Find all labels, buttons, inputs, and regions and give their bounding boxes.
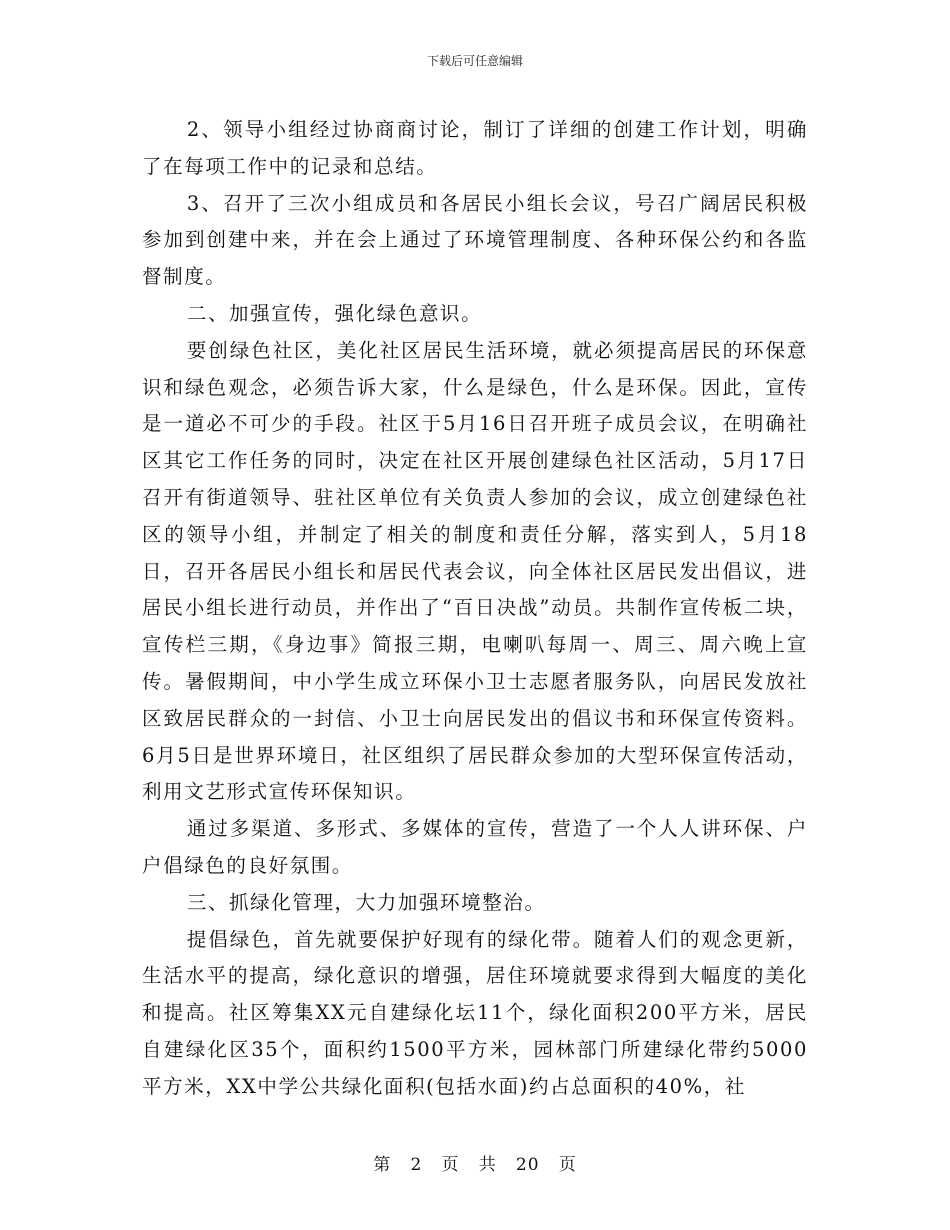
footer-label-page: 第 bbox=[373, 1155, 392, 1175]
section-heading-2: 二、加强宣传，强化绿色意识。 bbox=[186, 301, 483, 325]
footer-current-page: 2 bbox=[410, 1155, 423, 1175]
footer-label-unit-end: 页 bbox=[558, 1155, 577, 1175]
paragraph-3: 要创绿色社区，美化社区居民生活环境，就必须提高居民的环保意识和绿色观念，必须告诉大家，什么是绿色，什么是环保。因此，宣传是一道必不可少的手段。社区于5月16日召开班子成员会议，在明确社区其它工作任务的同时，决定在社区开展创建绿色社区活动，5月17日召开有街道领导、驻社区单位有关负责人参加的会议，成立创建绿色社区的领导小组，并制定了相关的制度和责任分解，落实到人，5月18日，召开各居民小组长和居民代表会议，向全体社区居民发出倡议，进居民小组长进行动员，并作出了“百日决战”动员。共制作宣传板二块，宣传栏三期，《身边事》简报三期，电喇叭每周一、周三、周六晚上宣传。暑假期间，中小学生成立环保小卫士志愿者服务队，向居民发放社区致居民群众的一封信、小卫士向居民发出的倡议书和环保宣传资料。6月5日是世界环境日，社区组织了居民群众参加的大型环保宣传活动，利用文艺形式宣传环保知识。 bbox=[142, 338, 808, 804]
paragraph-5: 提倡绿色，首先就要保护好现有的绿化带。随着人们的观念更新，生活水平的提高，绿化意识的增强，居住环境就要求得到大幅度的美化和提高。社区筹集XX元自建绿化坛11个，绿化面积200平方米，居民自建绿化区35个，面积约1500平方米，园林部门所建绿化带约5000平方米，XX中学公共绿化面积(包括水面)约占总面积的40%，社 bbox=[142, 927, 808, 1098]
paragraph-4: 通过多渠道、多形式、多媒体的宣传，营造了一个人人讲环保、户户倡绿色的良好氛围。 bbox=[142, 817, 808, 877]
section-heading-3: 三、抓绿化管理，大力加强环境整治。 bbox=[186, 890, 546, 914]
paragraph-2: 3、召开了三次小组成员和各居民小组长会议，号召广阔居民积极参加到创建中来，并在会上通过了环境管理制度、各种环保公约和各监督制度。 bbox=[142, 191, 808, 289]
footer-total-pages: 20 bbox=[515, 1155, 540, 1175]
document-body bbox=[142, 112, 808, 1106]
page-footer bbox=[0, 1154, 950, 1176]
header-text: 下载后可任意编辑 bbox=[426, 54, 523, 68]
footer-label-unit: 页 bbox=[441, 1155, 460, 1175]
footer-label-total: 共 bbox=[478, 1155, 497, 1175]
paragraph-1: 2、领导小组经过协商商讨论，制订了详细的创建工作计划，明确了在每项工作中的记录和总结。 bbox=[142, 118, 808, 178]
page-header bbox=[0, 53, 950, 69]
